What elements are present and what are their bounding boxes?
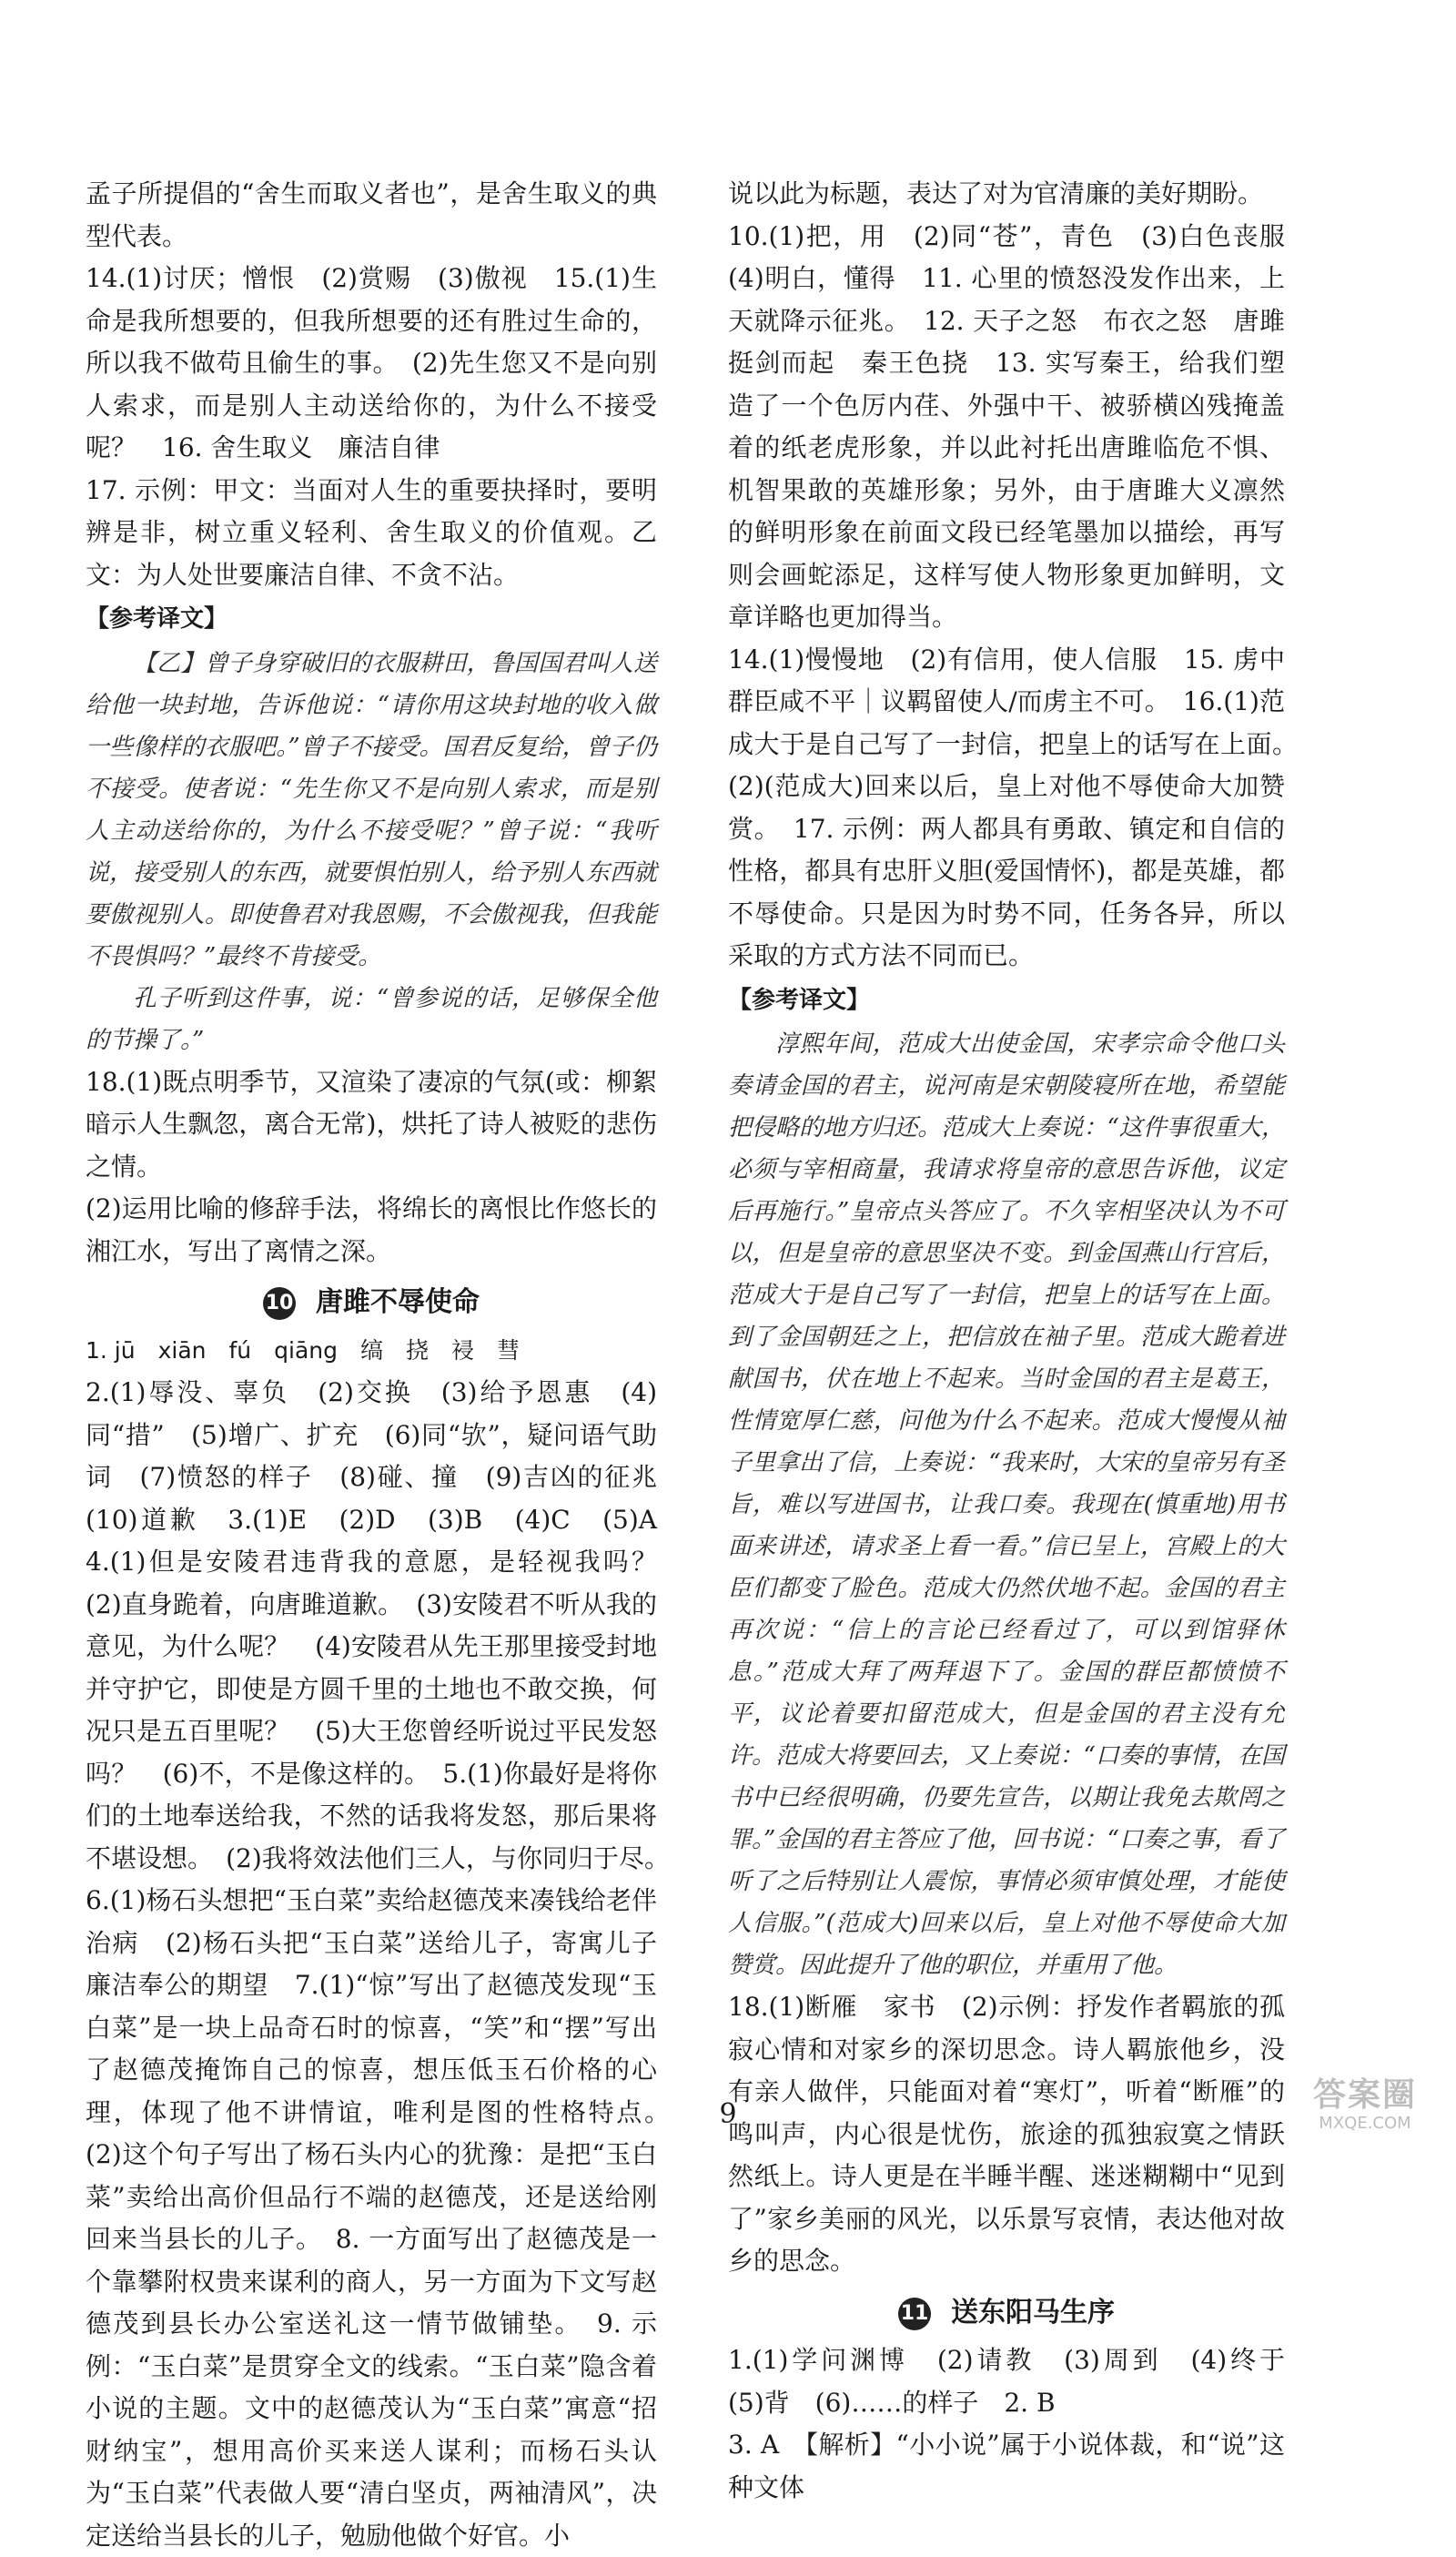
reference-translation-heading: 【参考译文】 (86, 605, 228, 633)
reference-translation-block (728, 1023, 1285, 1986)
section-number-badge: 10 (263, 1287, 296, 1320)
answers-14-17: 14.(1)慢慢地 (2)有信用，使人信服 15. 虏中群臣咸不平｜议羁留使人/而虏主不可。 16.(1)范成大于是自己写了一封信，把皇上的话写在上面。 (2)(范成大)回来以后，皇上对他不辱使命大加赞赏。 17. 示例：两人都具有勇敢、镇定和自信的性格，都具有忠肝义胆(爱国情怀)，都是英雄，都不辱使命。只是因为时势不同，任务各异，所以采取的方式方法不同而已。 (728, 644, 1311, 970)
section-heading-11 (728, 2292, 1285, 2335)
answer-1-pinyin: 1. jū xiān fú qiāng 缟 挠 祲 彗 (86, 1336, 520, 1364)
answer-18: 18.(1)断雁 家书 (2)示例：抒发作者羁旅的孤寂心情和对家乡的深切思念。诗人羁旅他乡，没有亲人做伴，只能面对着“寒灯”，听着“断雁”的鸣叫声，内心很是忧伤，旅途的孤独寂寞之情跃然纸上。诗人更是在半睡半醒、迷迷糊糊中“见到了”家乡美丽的风光，以乐景写哀情，表达他对故乡的思念。 (728, 1992, 1285, 2276)
section-title: 唐雎不辱使命 (316, 1286, 480, 1318)
section-title: 送东阳马生序 (951, 2296, 1115, 2329)
answer-continuation: 说以此为标题，表达了对为官清廉的美好期盼。 (728, 178, 1264, 208)
watermark-logo-text: 答案圈 (1312, 2076, 1417, 2114)
section-number-badge: 11 (898, 2298, 931, 2330)
translation-paragraph: 【乙】曾子身穿破旧的衣服耕田，鲁国国君叫人送给他一块封地，告诉他说：“请你用这块封地的收入做一些像样的衣服吧。”曾子不接受。国君反复给，曾子仍不接受。使者说：“先生你又不是向别人索求，而是别人主动送给你的，为什么不接受呢？”曾子说：“我听说，接受别人的东西，就要惧怕别人，给予别人东西就要傲视别人。即使鲁君对我恩赐，不会傲视我，但我能不畏惧吗？”最终不肯接受。 (86, 649, 657, 970)
reference-translation-heading: 【参考译文】 (728, 986, 871, 1014)
reference-translation-block (86, 643, 657, 1061)
answer-18-part1: 18.(1)既点明季节，又渲染了凄凉的气氛(或：柳絮暗示人生飘忽，离合无常)，烘托了诗人被贬的悲伤之情。 (86, 1066, 657, 1182)
section-10-answers: 2.(1)辱没、辜负 (2)交换 (3)给予恩惠 (4)同“措” (5)增广、扩充 (6)同“欤”，疑问语气助词 (7)愤怒的样子 (8)碰、撞 (9)吉凶的征兆 (10)道歉 3.(1)E (2)D (3)B (4)C (5)A 4.(1)但是安陵君违背我的意愿，是轻视我吗？ (2)直身跪着，向唐雎道歉。 (3)安陵君不听从我的意见，为什么呢？ (4)安陵君从先王那里接受封地并守护它，即使是方圆千里的土地也不敢交换，何况只是五百里呢？ (5)大王您曾经听说过平民发怒吗？ (6)不，不是像这样的。 5.(1)你最好是将你们的土地奉送给我，不然的话我将发怒，那后果将不堪设想。 (2)我将效法他们三人，与你同归于尽。 6.(1)杨石头想把“玉白菜”卖给赵德茂来凑钱给老伴治病 (2)杨石头把“玉白菜”送给儿子，寄寓儿子廉洁奉公的期望 7.(1)“惊”写出了赵德茂发现“玉白菜”是一块上品奇石时的惊喜，“笑”和“摆”写出了赵德茂掩饰自己的惊喜，想压低玉石价格的心理，体现了他不讲情谊，唯利是图的性格特点。 (2)这个句子写出了杨石头内心的犹豫：是把“玉白菜”卖给出高价但品行不端的赵德茂，还是送给刚回来当县长的儿子。 8. 一方面写出了赵德茂是一个靠攀附权贵来谋利的商人，另一方面为下文写赵德茂到县长办公室送礼这一情节做铺垫。 9. 示例：“玉白菜”是贯穿全文的线索。“玉白菜”隐含着小说的主题。文中的赵德茂认为“玉白菜”寓意“招财纳宝”，想用高价买来送人谋利；而杨石头认为“玉白菜”代表做人要“清白坚贞，两袖清风”，决定送给当县长的儿子，勉励他做个好官。小 (86, 1377, 683, 2551)
answers-14-16: 14.(1)讨厌；憎恨 (2)赏赐 (3)傲视 15.(1)生命是我所想要的，但我所想要的还有胜过生命的，所以我不做苟且偷生的事。 (2)先生您又不是向别人索求，而是别人主动送给你的，为什么不接受呢？ 16. 舍生取义 廉洁自律 (86, 263, 657, 462)
answers-10-13: 10.(1)把，用 (2)同“苍”，青色 (3)白色丧服 (4)明白，懂得 11. 心里的愤怒没发作出来，上天就降示征兆。 12. 天子之怒 布衣之怒 唐雎挺剑而起 秦王色挠 13. 实写秦王，给我们塑造了一个色厉内荏、外强中干、被骄横凶残掩盖着的纸老虎形象，并以此衬托出唐雎临危不惧、机智果敢的英雄形象；另外，由于唐雎大义凛然的鲜明形象在前面文段已经笔墨加以描绘，再写则会画蛇添足，这样写使人物形象更加鲜明，文章详略也更加得当。 (728, 220, 1311, 632)
translation-paragraph: 淳熙年间，范成大出使金国，宋孝宗命令他口头奏请金国的君主，说河南是宋朝陵寝所在地，希望能把侵略的地方归还。范成大上奏说：“这件事很重大，必须与宰相商量，我请求将皇帝的意思告诉他，议定后再施行。”皇帝点头答应了。不久宰相坚决认为不可以，但是皇帝的意思坚决不变。到金国燕山行宫后，范成大于是自己写了一封信，把皇上的话写在上面。到了金国朝廷之上，把信放在袖子里。范成大跪着进献国书，伏在地上不起来。当时金国的君主是葛王，性情宽厚仁慈，问他为什么不起来。范成大慢慢从袖子里拿出了信，上奏说：“我来时，大宋的皇帝另有圣旨，难以写进国书，让我口奏。我现在(慎重地)用书面来讲述，请求圣上看一看。”信已呈上，宫殿上的大臣们都变了脸色。范成大仍然伏地不起。金国的君主再次说：“信上的言论已经看过了，可以到馆驿休息。”范成大拜了两拜退下了。金国的群臣都愤愤不平，议论着要扣留范成大，但是金国的君主没有允许。范成大将要回去，又上奏说：“口奏的事情，在国书中已经很明确，仍要先宣告，以期让我免去欺罔之罪。”金国的君主答应了他，回书说：“口奏之事，看了听了之后特别让人震惊，事情必须审慎处理，才能使人信服。”(范成大)回来以后，皇上对他不辱使命大加赞赏。因此提升了他的职位，并重用了他。 (728, 1030, 1285, 1979)
page-number: 9 (719, 2098, 737, 2130)
section-11-answer-3: 3. A 【解析】“小小说”属于小说体裁，和“说”这种文体 (728, 2430, 1285, 2502)
right-column (728, 173, 1311, 2509)
answer-18-part2: (2)运用比喻的修辞手法，将绵长的离恨比作悠长的湘江水，写出了离情之深。 (86, 1193, 657, 1266)
section-heading-10 (86, 1282, 657, 1324)
answer-intro: 孟子所提倡的“舍生而取义者也”，是舍生取义的典型代表。 (86, 178, 657, 251)
left-column (86, 173, 683, 2557)
translation-paragraph: 孔子听到这件事，说：“曾参说的话，足够保全他的节操了。” (86, 984, 657, 1054)
answer-17: 17. 示例：甲文：当面对人生的重要抉择时，要明辨是非，树立重义轻利、舍生取义的价值观。乙文：为人处世要廉洁自律、不贪不沾。 (86, 474, 657, 590)
watermark-url: MXQE.COM (1319, 2114, 1411, 2133)
watermark-logo (1283, 2077, 1447, 2139)
section-11-answer-1-2: 1.(1)学问渊博 (2)请教 (3)周到 (4)终于 (5)背 (6)……的样子 2. B (728, 2345, 1311, 2418)
